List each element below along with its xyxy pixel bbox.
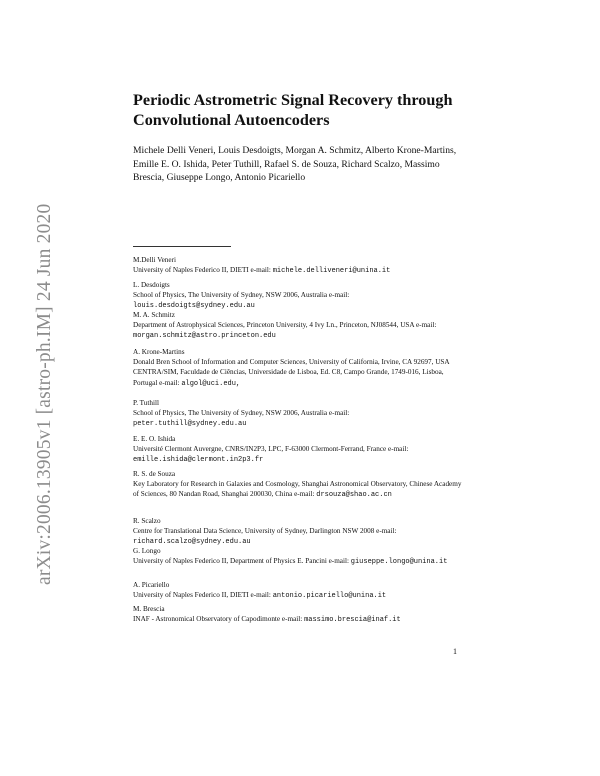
affiliation-5 xyxy=(133,398,463,430)
affiliation-8 xyxy=(133,516,463,548)
affiliation-name: R. S. de Souza xyxy=(133,470,176,478)
affiliation-name: A. Picariello xyxy=(133,581,170,589)
affiliation-email: louis.desdoigts@sydney.edu.au xyxy=(133,302,255,311)
affiliation-10 xyxy=(133,580,463,601)
affiliation-name: M. A. Schmitz xyxy=(133,311,175,319)
affiliation-email: richard.scalzo@sydney.edu.au xyxy=(133,538,251,547)
affiliation-7 xyxy=(133,469,463,501)
affiliation-text: Centre for Translational Data Science, University of Sydney, Darlington NSW 2008 e-mail: xyxy=(133,527,397,536)
affiliation-text: Key Laboratory for Research in Galaxies and Cosmology, Shanghai Astronomical Observatory, Chinese Academy of Sciences, 80 Nandan Road, Shanghai 200030, China e-mail: xyxy=(133,480,462,499)
affiliation-name: P. Tuthill xyxy=(133,399,159,407)
affiliation-1 xyxy=(133,255,463,276)
affiliation-text: University of Naples Federico II, Department of Physics E. Pancini e-mail: xyxy=(133,557,349,566)
affiliation-email: antonio.picariello@unina.it xyxy=(272,592,387,601)
affiliation-text: University of Naples Federico II, DIETI e-mail: xyxy=(133,591,271,600)
author-list: Michele Delli Veneri, Louis Desdoigts, Morgan A. Schmitz, Alberto Krone-Martins, Emille E. O. Ishida, Peter Tuthill, Rafael S. de Souza, Richard Scalzo, Massimo Brescia, Giuseppe Longo, Antonio Picariello xyxy=(133,145,457,184)
affiliation-name: G. Longo xyxy=(133,547,161,555)
affiliation-name: L. Desdoigts xyxy=(133,281,170,289)
affiliation-name: E. E. O. Ishida xyxy=(133,435,176,443)
affiliation-name: A. Krone-Martins xyxy=(133,348,185,356)
affiliation-name: M.Delli Veneri xyxy=(133,256,176,264)
affiliation-name: R. Scalzo xyxy=(133,517,161,525)
affiliation-email: massimo.brescia@inaf.it xyxy=(304,616,401,625)
affiliation-3 xyxy=(133,310,463,342)
affiliation-text: INAF - Astronomical Observatory of Capodimonte e-mail: xyxy=(133,615,303,624)
footnote-rule xyxy=(133,246,231,247)
affiliation-email: morgan.schmitz@astro.princeton.edu xyxy=(133,332,276,341)
affiliation-name: M. Brescia xyxy=(133,605,165,613)
paper-title: Periodic Astrometric Signal Recovery through Convolutional Autoencoders xyxy=(133,91,453,129)
page-number: 1 xyxy=(453,647,457,656)
affiliation-text: University of Naples Federico II, DIETI e-mail: xyxy=(133,266,271,275)
affiliation-2 xyxy=(133,280,463,312)
arxiv-stamp-text: arXiv:2006.13905v1 [astro-ph.IM] 24 Jun 2020 xyxy=(34,203,55,585)
affiliation-email: drsouza@shao.ac.cn xyxy=(316,491,392,500)
affiliation-11 xyxy=(133,604,463,625)
affiliation-email: algol@uci.edu, xyxy=(181,379,241,388)
affiliation-text: School of Physics, The University of Sydney, NSW 2006, Australia e-mail: xyxy=(133,291,350,300)
affiliation-text: Université Clermont Auvergne, CNRS/IN2P3, LPC, F-63000 Clermont-Ferrand, France e-mail: xyxy=(133,445,409,454)
affiliation-email: emille.ishida@clermont.in2p3.fr xyxy=(133,456,264,465)
affiliation-email: michele.delliveneri@unina.it xyxy=(272,267,391,276)
affiliation-6 xyxy=(133,434,463,466)
affiliation-email: peter.tuthill@sydney.edu.au xyxy=(133,420,247,429)
affiliation-email: giuseppe.longo@unina.it xyxy=(350,558,448,567)
affiliation-text: Department of Astrophysical Sciences, Princeton University, 4 Ivy Ln., Princeton, NJ08544, USA e-mail: xyxy=(133,321,437,330)
affiliation-9 xyxy=(133,546,463,567)
affiliation-4 xyxy=(133,347,463,389)
arxiv-stamp xyxy=(14,195,54,585)
affiliation-text: Donald Bren School of Information and Computer Sciences, University of California, Irvine, CA 92697, USA CENTRA/SIM, Faculdade de Ciências, Universidade de Lisboa, Ed. C8, Campo Grande, 1749-016, Lisboa, Portugal e-mail: xyxy=(133,358,450,387)
affiliation-text: School of Physics, The University of Sydney, NSW 2006, Australia e-mail: xyxy=(133,409,350,418)
